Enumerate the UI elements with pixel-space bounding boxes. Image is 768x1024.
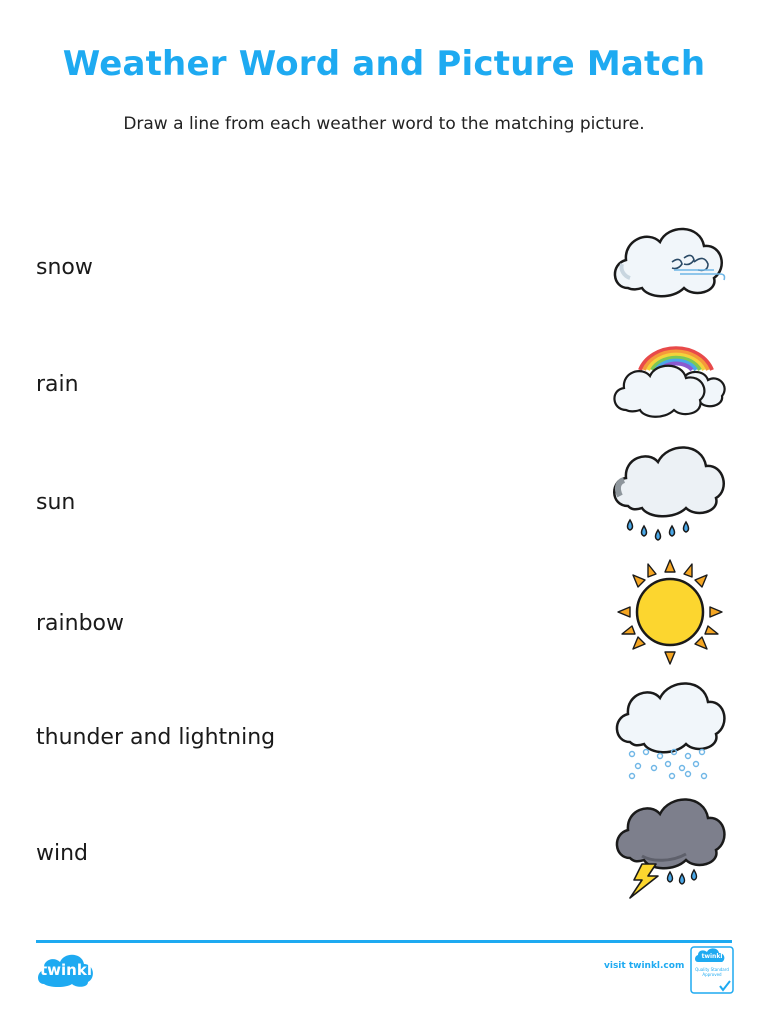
thunder-cloud-icon[interactable] [612,792,730,900]
word-wind[interactable]: wind [36,841,89,866]
word-rain[interactable]: rain [36,372,79,397]
badge-text: Quality Standard Approved [695,967,729,977]
badge-brand: twinkl [701,953,723,960]
instructions: Draw a line from each weather word to the matching picture. [123,114,645,134]
page-title: Weather Word and Picture Match [62,44,706,84]
word-rainbow[interactable]: rainbow [36,611,124,636]
twinkl-logo-text: twinkl [40,961,92,979]
word-sun[interactable]: sun [36,490,76,515]
snow-cloud-icon[interactable] [612,674,730,782]
rainbow-cloud-icon[interactable] [610,330,730,420]
visit-twinkl-link[interactable]: visit twinkl.com [604,961,685,971]
wind-cloud-icon[interactable] [610,218,730,300]
footer-divider [36,940,732,943]
rain-cloud-icon[interactable] [610,440,730,548]
sun-icon[interactable] [616,558,724,666]
word-thunder-and-lightning[interactable]: thunder and lightning [36,725,276,750]
word-snow[interactable]: snow [36,255,93,280]
